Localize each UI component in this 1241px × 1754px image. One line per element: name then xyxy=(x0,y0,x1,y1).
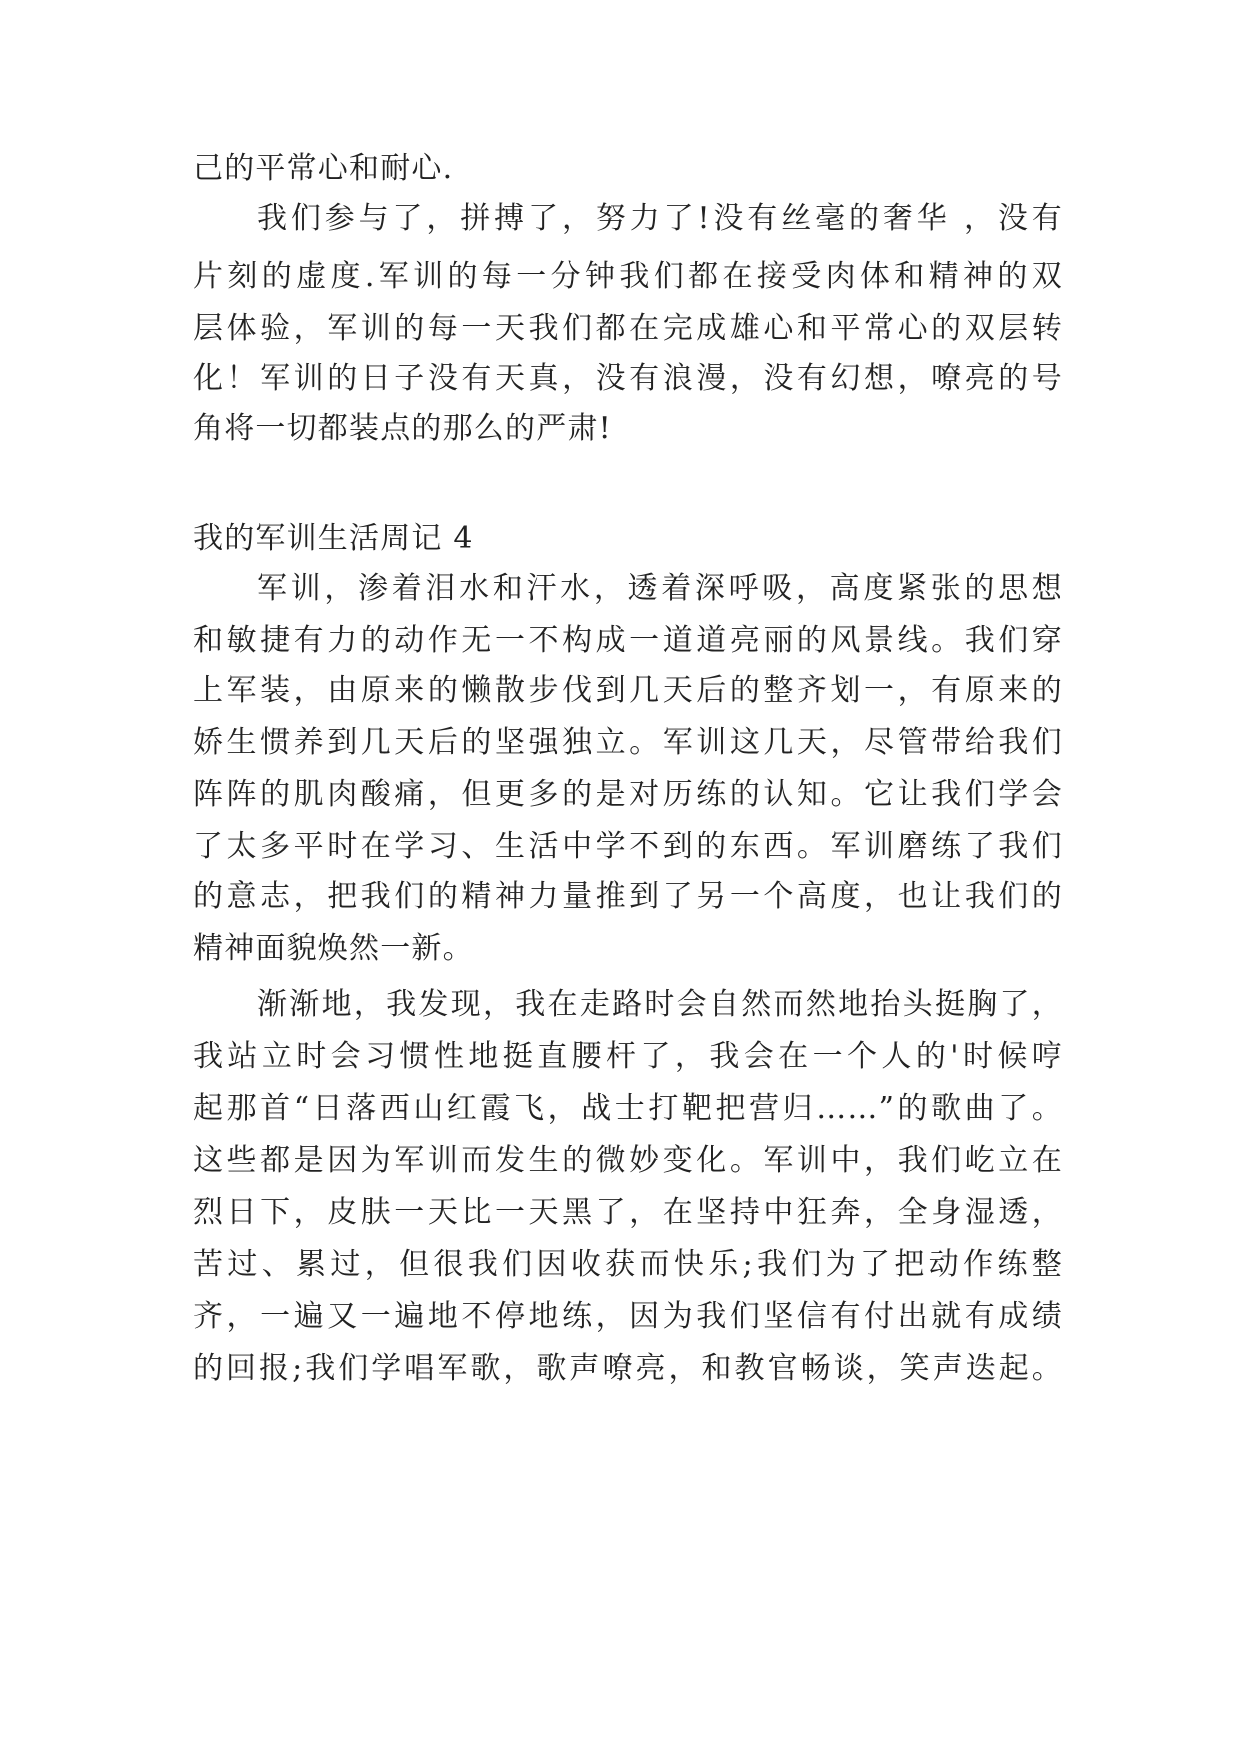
text-line: 这些都是因为军训而发生的微妙变化。军训中，我们屹立在 xyxy=(193,1143,1063,1178)
text-line: 了太多平时在学习、生活中学不到的东西。军训磨练了我们 xyxy=(193,829,1063,864)
paragraph-first-line: 我们参与了，拼搏了，努力了!没有丝毫的奢华 ，没有 xyxy=(257,201,1063,236)
text-line: 片刻的虚度.军训的每一分钟我们都在接受肉体和精神的双 xyxy=(193,259,1063,294)
text-line: 层体验，军训的每一天我们都在完成雄心和平常心的双层转 xyxy=(193,311,1063,346)
text-line: 的意志，把我们的精神力量推到了另一个高度，也让我们的 xyxy=(193,879,1063,914)
text-line: 苦过、累过，但很我们因收获而快乐;我们为了把动作练整 xyxy=(193,1247,1063,1282)
text-line: 角将一切都装点的那么的严肃! xyxy=(193,411,612,446)
text-line: 精神面貌焕然一新。 xyxy=(193,931,474,966)
text-line: 阵阵的肌肉酸痛，但更多的是对历练的认知。它让我们学会 xyxy=(193,777,1063,812)
text-line: 烈日下，皮肤一天比一天黑了，在坚持中狂奔，全身湿透， xyxy=(193,1195,1063,1230)
text-line: 娇生惯养到几天后的坚强独立。军训这几天，尽管带给我们 xyxy=(193,725,1063,760)
text-line: 化！军训的日子没有天真，没有浪漫，没有幻想，嘹亮的号 xyxy=(193,361,1063,396)
text-line: 齐，一遍又一遍地不停地练，因为我们坚信有付出就有成绩 xyxy=(193,1299,1063,1334)
text-line: 和敏捷有力的动作无一不构成一道道亮丽的风景线。我们穿 xyxy=(193,623,1063,658)
section-heading: 我的军训生活周记 4 xyxy=(193,521,474,556)
text-line: 上军装，由原来的懒散步伐到几天后的整齐划一，有原来的 xyxy=(193,673,1063,708)
text-line: 我站立时会习惯性地挺直腰杆了，我会在一个人的'时候哼 xyxy=(193,1039,1063,1074)
text-line: 起那首“日落西山红霞飞，战士打靶把营归……”的歌曲了。 xyxy=(193,1091,1063,1126)
text-line: 己的平常心和耐心. xyxy=(193,151,454,186)
paragraph-first-line: 军训，渗着泪水和汗水，透着深呼吸，高度紧张的思想 xyxy=(257,571,1063,606)
text-line: 的回报;我们学唱军歌，歌声嘹亮，和教官畅谈，笑声迭起。 xyxy=(193,1351,1063,1386)
paragraph-first-line: 渐渐地，我发现，我在走路时会自然而然地抬头挺胸了， xyxy=(257,987,1063,1022)
